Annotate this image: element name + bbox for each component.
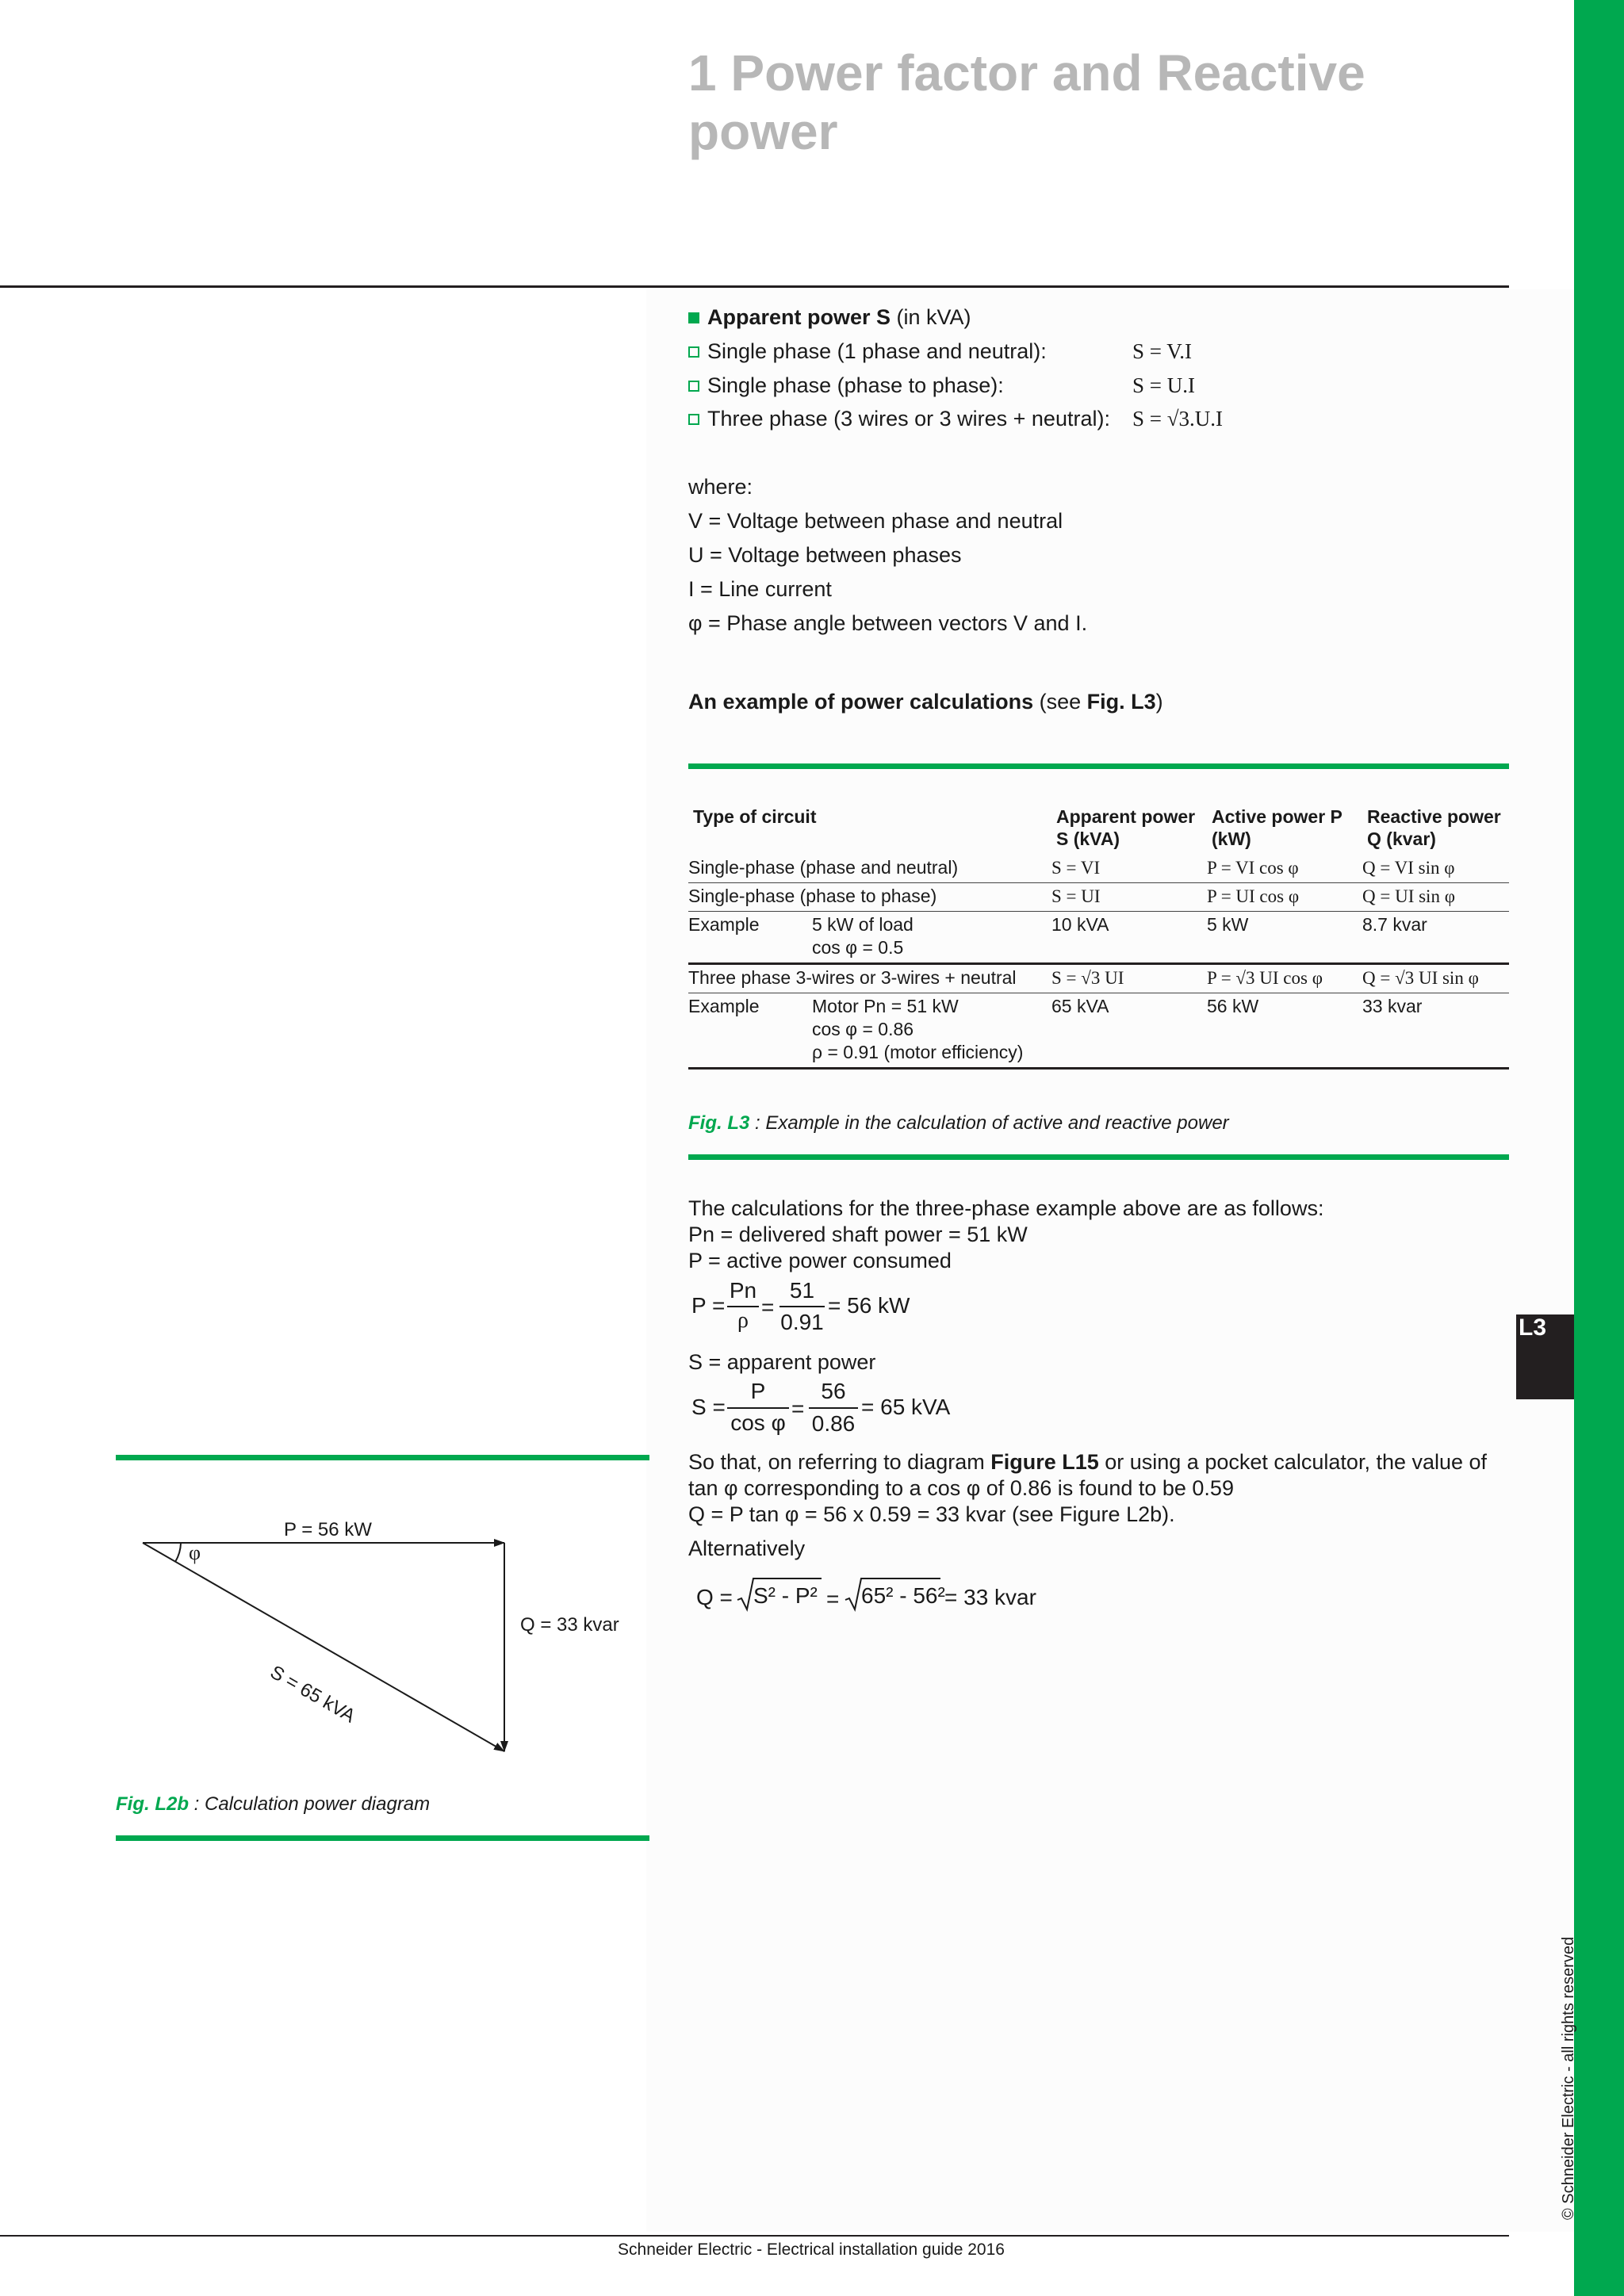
- side-color-bar: [1574, 0, 1624, 2296]
- chapter-tab: [1516, 1314, 1574, 1399]
- bullet-hollow-icon: [688, 346, 699, 358]
- apparent-row: Single phase (1 phase and neutral):: [688, 339, 1047, 365]
- table-header: Apparent power S (kVA): [1056, 806, 1196, 849]
- reactive-power-label: Q = 33 kvar: [520, 1614, 619, 1636]
- fraction-denominator: 0.86: [811, 1411, 856, 1436]
- table-cell: S = UI: [1051, 883, 1207, 912]
- table-cell: P = VI cos φ: [1207, 855, 1362, 883]
- fraction-denominator: cos φ: [730, 1410, 786, 1435]
- table-cell: 10 kVA: [1051, 912, 1207, 964]
- radicand: S² - P²: [753, 1583, 818, 1608]
- table-cell: Example: [688, 993, 812, 1069]
- table-cell: Q = UI sin φ: [1362, 883, 1509, 912]
- fraction-numerator: 51: [789, 1278, 815, 1303]
- formula-equals: =: [826, 1586, 840, 1611]
- calc-line: Pn = delivered shaft power = 51 kW: [688, 1223, 1028, 1246]
- table-cell: S = VI: [1051, 855, 1207, 883]
- calc-line: S = apparent power: [688, 1350, 876, 1374]
- table-cell: Q = √3 UI sin φ: [1362, 964, 1509, 993]
- calc-line: P = active power consumed: [688, 1249, 952, 1272]
- calc-line: The calculations for the three-phase example above are as follows:: [688, 1196, 1324, 1220]
- fraction-bar: [727, 1407, 789, 1409]
- where-item: V = Voltage between phase and neutral: [688, 509, 1063, 533]
- apparent-row: Three phase (3 wires or 3 wires + neutral):: [688, 406, 1110, 432]
- where-item: φ = Phase angle between vectors V and I.: [688, 611, 1088, 635]
- where-intro: where:: [688, 475, 753, 499]
- apparent-formula: S = V.I: [1132, 339, 1193, 363]
- table-cell: 5 kW of load cos φ = 0.5: [812, 912, 1051, 964]
- chapter-tab-label: L3: [1519, 1314, 1547, 1341]
- table-cell: Q = VI sin φ: [1362, 855, 1509, 883]
- formula-result: = 56 kW: [828, 1293, 910, 1318]
- table-cell: P = UI cos φ: [1207, 883, 1362, 912]
- apparent-formula: S = √3.U.I: [1132, 407, 1224, 430]
- bullet-hollow-icon: [688, 414, 699, 425]
- footer-divider: [0, 2235, 1509, 2237]
- table-header: Type of circuit: [693, 806, 817, 827]
- fraction-numerator: P: [750, 1379, 766, 1403]
- table-row: [688, 912, 1509, 964]
- angle-arc: [175, 1543, 181, 1562]
- table-cell: 8.7 kvar: [1362, 912, 1509, 964]
- where-item: I = Line current: [688, 577, 832, 601]
- apparent-formula: S = U.I: [1132, 373, 1195, 397]
- figure-bottom-rule: [688, 1154, 1509, 1160]
- power-calculation-table: [688, 801, 1509, 1070]
- radicand: 65² - 56²: [861, 1583, 945, 1608]
- table-header: Active power P (kW): [1212, 806, 1342, 849]
- table-cell: Single-phase (phase to phase): [688, 883, 1051, 912]
- table-cell: Three phase 3-wires or 3-wires + neutral: [688, 964, 1051, 993]
- fraction-denominator: ρ: [737, 1308, 749, 1333]
- table-cell: P = √3 UI cos φ: [1207, 964, 1362, 993]
- fraction-numerator: Pn: [729, 1278, 757, 1303]
- table-cell: Example: [688, 912, 812, 964]
- formula-lhs: P =: [691, 1293, 726, 1318]
- formula-result: = 33 kvar: [944, 1585, 1036, 1609]
- figure-bottom-rule: [116, 1835, 649, 1841]
- figure-caption-l2b: Fig. L2b : Calculation power diagram: [116, 1793, 431, 1815]
- fraction-bar: [727, 1306, 759, 1307]
- fraction-bar: [809, 1407, 858, 1409]
- apparent-power-vector: [143, 1543, 504, 1751]
- table-cell: 33 kvar: [1362, 993, 1509, 1069]
- calc-line: So that, on referring to diagram Figure L15 or using a pocket calculator, the value of: [688, 1450, 1488, 1474]
- table-cell: 5 kW: [1207, 912, 1362, 964]
- fraction-denominator: 0.91: [780, 1310, 824, 1334]
- calc-line: Q = P tan φ = 56 x 0.59 = 33 kvar (see Figure L2b).: [688, 1502, 1175, 1526]
- power-triangle-diagram: [116, 1506, 639, 1768]
- formula-result: = 65 kVA: [861, 1395, 951, 1419]
- table-cell: S = √3 UI: [1051, 964, 1207, 993]
- table-row: [688, 855, 1509, 883]
- figure-top-rule: [688, 763, 1509, 769]
- fraction-numerator: 56: [821, 1379, 846, 1403]
- example-heading: An example of power calculations (see Fig. L3): [688, 690, 1163, 714]
- formula-lhs: Q =: [696, 1585, 733, 1609]
- table-cell: Motor Pn = 51 kW cos φ = 0.86 ρ = 0.91 (motor efficiency): [812, 993, 1051, 1069]
- phi-label: φ: [189, 1541, 201, 1564]
- table-cell: 65 kVA: [1051, 993, 1207, 1069]
- figure-top-rule: [116, 1455, 649, 1460]
- calc-line: Alternatively: [688, 1536, 806, 1560]
- header-divider: [0, 285, 1509, 288]
- table-row: [688, 964, 1509, 993]
- fraction-bar: [779, 1306, 825, 1307]
- table-row: [688, 993, 1509, 1069]
- formula-equals: =: [791, 1396, 805, 1421]
- bullet-filled-icon: [688, 312, 699, 323]
- table-row: [688, 883, 1509, 912]
- page-title: 1 Power factor and Reactive power: [688, 44, 1365, 160]
- active-power-label: P = 56 kW: [284, 1519, 372, 1540]
- bullet-hollow-icon: [688, 381, 699, 392]
- formula-equals: =: [761, 1295, 775, 1319]
- table-cell: 56 kW: [1207, 993, 1362, 1069]
- table-header-row: [688, 801, 1509, 855]
- where-item: U = Voltage between phases: [688, 543, 962, 567]
- apparent-power-label: S = 65 kVA: [266, 1661, 359, 1728]
- figure-caption-l3: Fig. L3 : Example in the calculation of active and reactive power: [688, 1112, 1229, 1134]
- apparent-heading: Apparent power S (in kVA): [688, 304, 971, 331]
- table-cell: Single-phase (phase and neutral): [688, 855, 1051, 883]
- copyright-notice: © Schneider Electric - all rights reserved: [1560, 1936, 1577, 2220]
- formula-lhs: S =: [691, 1395, 726, 1419]
- apparent-row: Single phase (phase to phase):: [688, 373, 1004, 399]
- page-footer: Schneider Electric - Electrical installation guide 2016: [618, 2241, 1005, 2259]
- table-header: Reactive power Q (kvar): [1367, 806, 1501, 849]
- calc-line: tan φ corresponding to a cos φ of 0.86 is found to be 0.59: [688, 1476, 1234, 1500]
